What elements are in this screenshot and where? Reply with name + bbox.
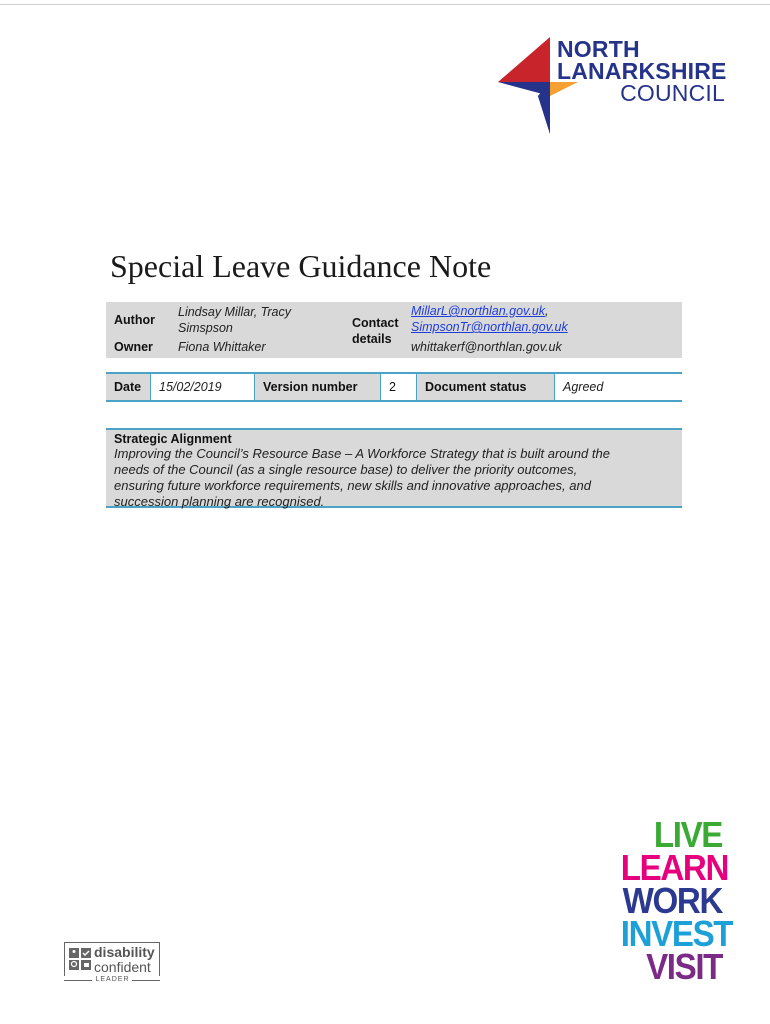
disability-confident-badge xyxy=(64,942,160,986)
badge-word-disability: disability xyxy=(94,944,155,960)
strategic-alignment-box xyxy=(106,428,682,508)
contact-email-link-1[interactable]: MillarL@northlan.gov.uk xyxy=(411,304,546,318)
contact-label-line-2: details xyxy=(352,332,392,346)
strategic-alignment-heading: Strategic Alignment xyxy=(114,432,232,446)
version-value: 2 xyxy=(380,374,416,400)
council-name-line-1: NORTH xyxy=(557,36,640,62)
council-name xyxy=(557,38,727,104)
contact-email-link-2[interactable]: SimpsonTr@northlan.gov.uk xyxy=(411,320,568,334)
document-info-row xyxy=(106,372,682,402)
contact-email-row-1 xyxy=(411,303,549,319)
slogan-word-learn: LEARN xyxy=(620,847,728,888)
council-name-line-2: LANARKSHIRE xyxy=(557,58,727,84)
slogan-word-live: LIVE xyxy=(653,814,722,855)
date-label: Date xyxy=(106,374,150,400)
strategic-alignment-line-1: Improving the Council’s Resource Base – A Workforce Strategy that is built around the xyxy=(114,446,610,461)
council-name-line-3: COUNCIL xyxy=(620,80,725,106)
status-label: Document status xyxy=(416,374,554,400)
status-value: Agreed xyxy=(554,374,682,400)
slogan-word-visit: VISIT xyxy=(646,946,722,987)
author-value-line-2: Simspson xyxy=(178,321,233,335)
contact-label-line-1: Contact xyxy=(352,316,399,330)
disability-confident-icon xyxy=(69,948,91,970)
council-logo xyxy=(498,34,738,138)
contact-separator: , xyxy=(545,304,549,318)
author-value-line-1: Lindsay Millar, Tracy xyxy=(178,305,291,319)
slogan-word-work: WORK xyxy=(622,880,722,921)
live-learn-slogan xyxy=(612,814,733,987)
document-title: Special Leave Guidance Note xyxy=(110,248,492,284)
slogan-word-invest: INVEST xyxy=(620,913,733,954)
version-label: Version number xyxy=(254,374,380,400)
strategic-alignment-line-3: ensuring future workforce requirements, new skills and innovative approaches, and xyxy=(114,478,591,493)
contact-email-3: whittakerf@northlan.gov.uk xyxy=(411,340,562,354)
contact-email-row-2 xyxy=(411,319,568,335)
owner-value: Fiona Whittaker xyxy=(178,340,266,354)
strategic-alignment-line-4: succession planning are recognised. xyxy=(114,494,325,509)
strategic-alignment-line-2: needs of the Council (as a single resource base) to deliver the priority outcomes, xyxy=(114,462,578,477)
top-rule xyxy=(0,4,770,5)
author-label: Author xyxy=(114,313,155,327)
badge-level-label: LEADER xyxy=(95,976,130,983)
owner-label: Owner xyxy=(114,340,153,354)
badge-word-confident: confident xyxy=(94,959,151,975)
author-details-box xyxy=(106,302,682,358)
date-value: 15/02/2019 xyxy=(150,374,254,400)
